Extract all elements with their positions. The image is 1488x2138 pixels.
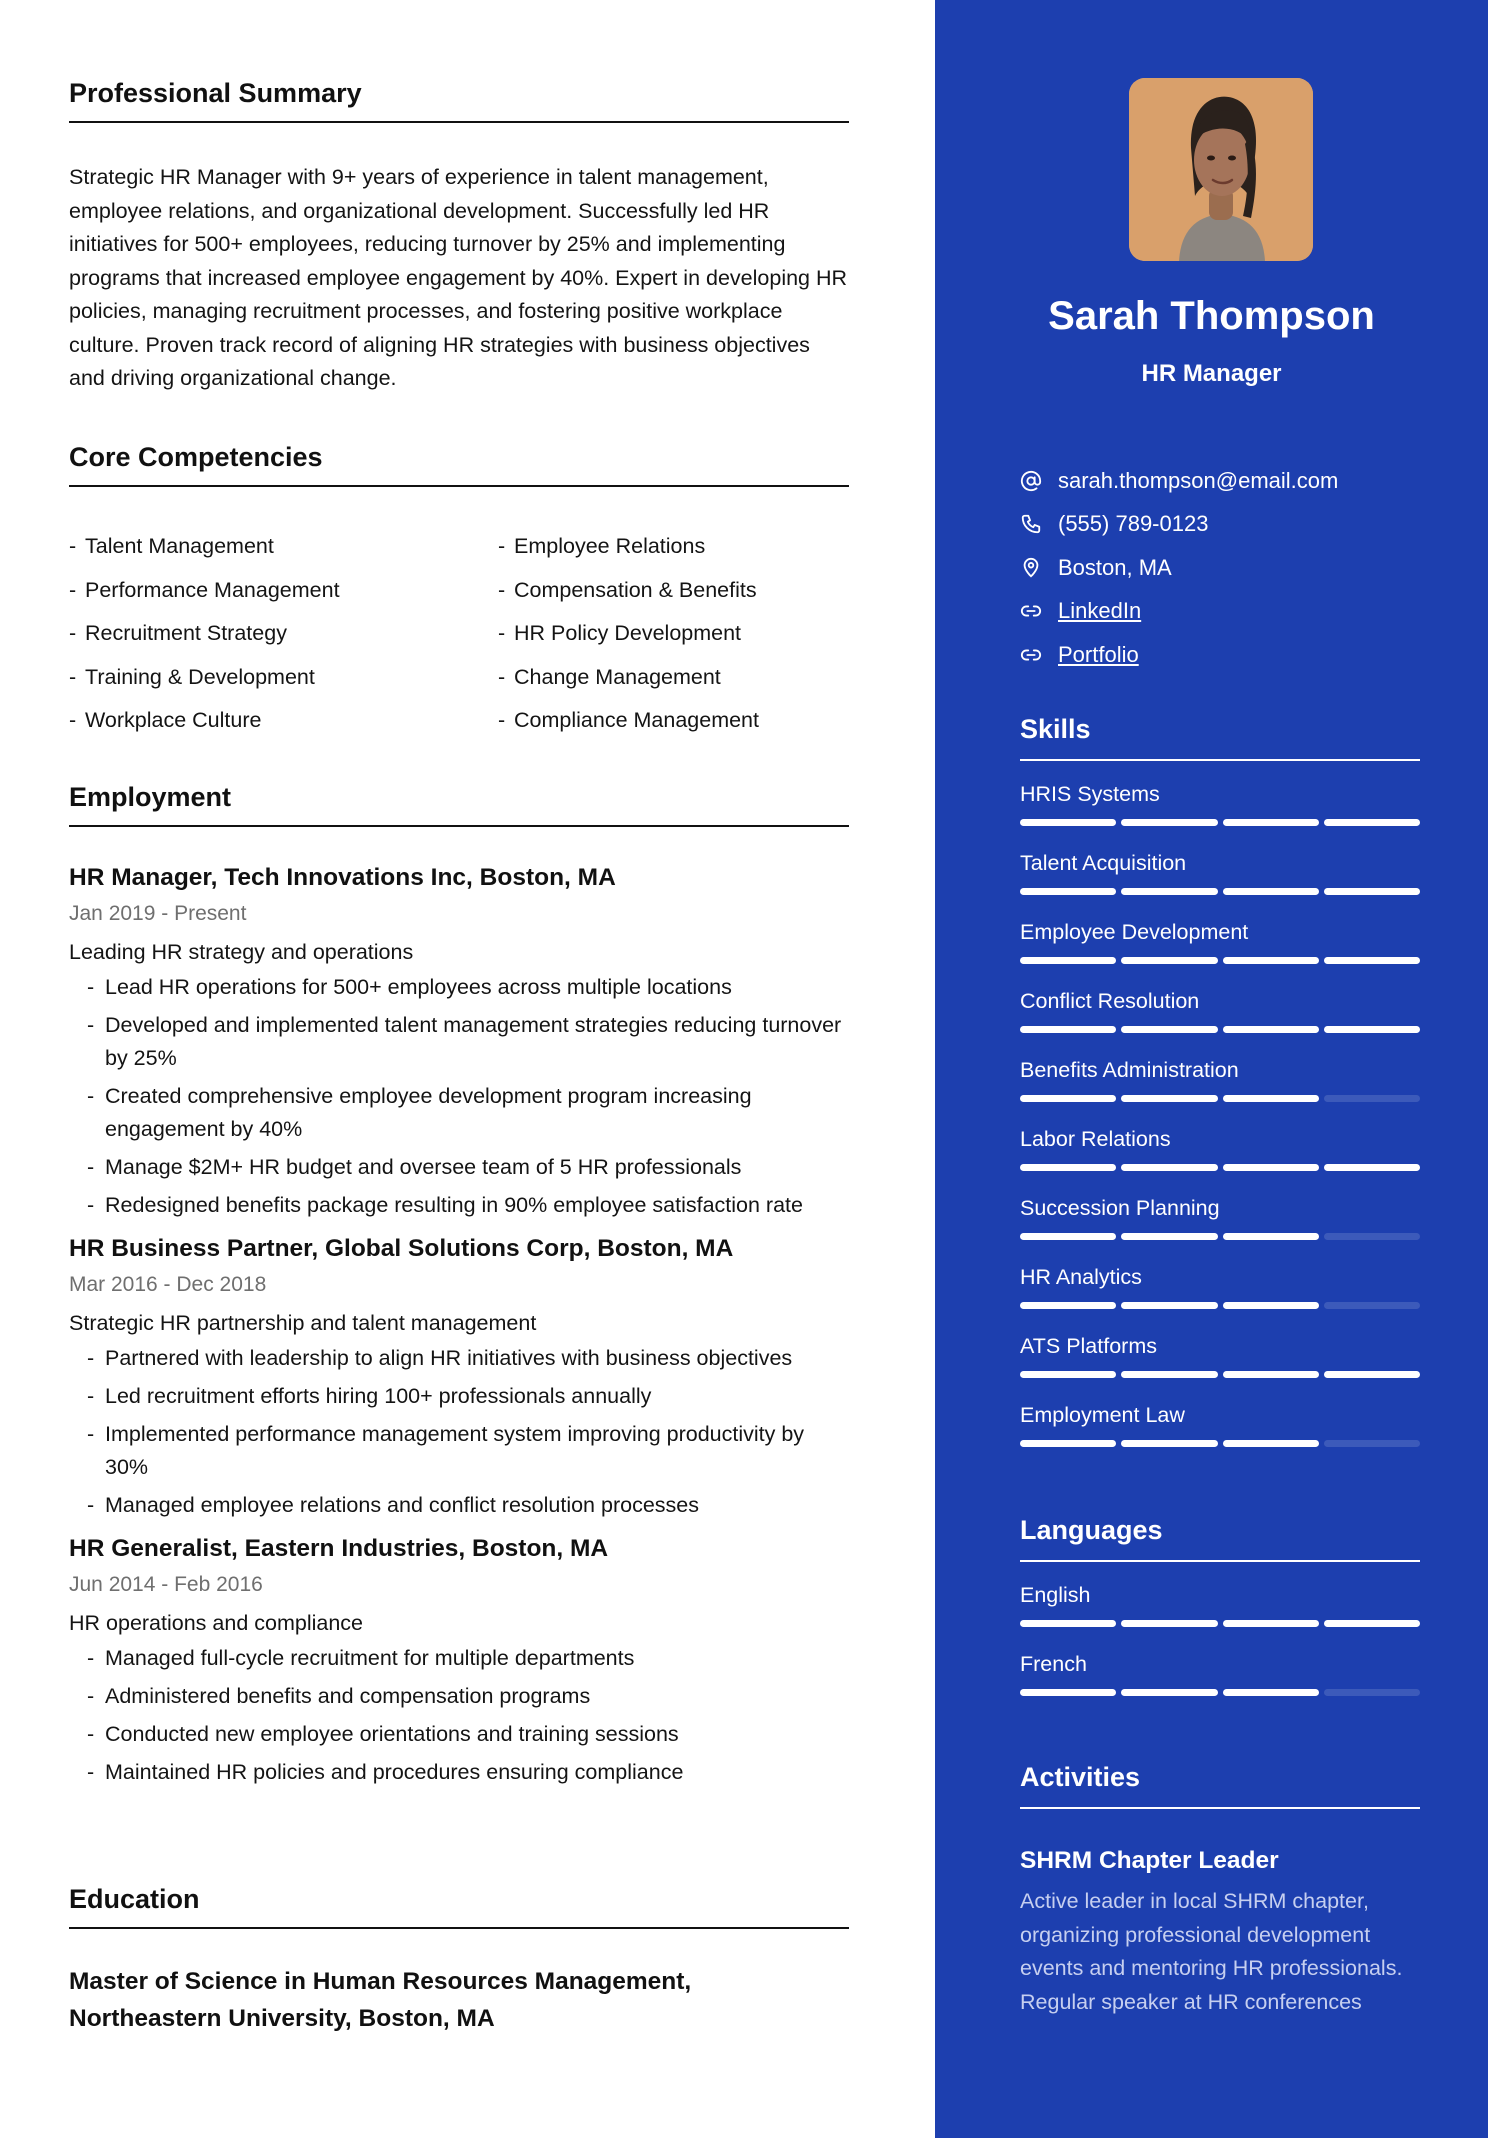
rating-name: Succession Planning bbox=[1020, 1196, 1220, 1220]
job-bullet: - Led recruitment efforts hiring 100+ professionals annually bbox=[87, 1380, 849, 1413]
rating-item bbox=[1020, 1252, 1420, 1321]
job-entry bbox=[69, 861, 849, 1222]
rating-segment-filled bbox=[1223, 1620, 1319, 1627]
rating-segment-filled bbox=[1121, 1095, 1217, 1102]
rating-bar bbox=[1020, 888, 1420, 895]
rating-segment-filled bbox=[1020, 1440, 1116, 1447]
rating-segment-filled bbox=[1223, 1689, 1319, 1696]
rating-bar bbox=[1020, 1302, 1420, 1309]
rating-segment-filled bbox=[1121, 1164, 1217, 1171]
profile-title: HR Manager bbox=[1141, 360, 1282, 387]
job-bullets bbox=[69, 971, 849, 1222]
rating-segment-empty bbox=[1324, 1302, 1420, 1309]
rating-segment-filled bbox=[1020, 1164, 1116, 1171]
rating-name: Employee Development bbox=[1020, 920, 1249, 944]
rating-name: HRIS Systems bbox=[1020, 782, 1160, 806]
rating-name: English bbox=[1020, 1583, 1091, 1607]
rating-bar bbox=[1020, 1689, 1420, 1696]
rating-segment-filled bbox=[1020, 1620, 1116, 1627]
job-entry bbox=[69, 1532, 849, 1789]
activity-description: Active leader in local SHRM chapter, organizing professional development events and mentoring HR professionals. Regular speaker at HR conferences bbox=[1020, 1889, 1403, 2014]
rating-name: Talent Acquisition bbox=[1020, 851, 1187, 875]
phone-icon bbox=[1020, 513, 1058, 535]
rating-name: ATS Platforms bbox=[1020, 1334, 1157, 1358]
skills-section bbox=[1020, 714, 1420, 1459]
rating-name: Labor Relations bbox=[1020, 1127, 1171, 1151]
rating-segment-filled bbox=[1020, 1233, 1116, 1240]
rating-item bbox=[1020, 1045, 1420, 1114]
rating-segment-filled bbox=[1121, 1620, 1217, 1627]
profile-photo bbox=[1129, 78, 1313, 261]
education-degree: Master of Science in Human Resources Management, Northeastern University, Boston, MA bbox=[69, 1968, 692, 2032]
section-heading: Education bbox=[69, 1884, 849, 1929]
job-entry bbox=[69, 1232, 849, 1522]
job-bullet: - Administered benefits and compensation programs bbox=[87, 1680, 849, 1713]
rating-segment-filled bbox=[1020, 957, 1116, 964]
rating-segment-filled bbox=[1121, 819, 1217, 826]
job-bullet: - Managed employee relations and conflict resolution processes bbox=[87, 1489, 849, 1522]
rating-segment-filled bbox=[1223, 1026, 1319, 1033]
rating-name: French bbox=[1020, 1652, 1087, 1676]
rating-segment-filled bbox=[1223, 1440, 1319, 1447]
contact-location: Boston, MA bbox=[1020, 546, 1420, 590]
rating-segment-filled bbox=[1324, 1371, 1420, 1378]
competency-item: - Talent Management bbox=[69, 534, 274, 558]
rating-segment-empty bbox=[1324, 1233, 1420, 1240]
portfolio-link[interactable]: Portfolio bbox=[1058, 641, 1139, 667]
rating-segment-filled bbox=[1121, 1026, 1217, 1033]
rating-item bbox=[1020, 1390, 1420, 1459]
rating-segment-filled bbox=[1324, 1620, 1420, 1627]
rating-segment-empty bbox=[1324, 1689, 1420, 1696]
job-bullets bbox=[69, 1342, 849, 1522]
job-title: HR Business Partner, Global Solutions Corp, Boston, MA bbox=[69, 1235, 734, 1262]
rating-item bbox=[1020, 769, 1420, 838]
rating-segment-filled bbox=[1324, 957, 1420, 964]
section-heading: Core Competencies bbox=[69, 442, 849, 487]
rating-segment-filled bbox=[1020, 1371, 1116, 1378]
rating-segment-filled bbox=[1223, 1371, 1319, 1378]
rating-segment-filled bbox=[1121, 1371, 1217, 1378]
link-icon bbox=[1020, 600, 1058, 622]
portrait-illustration bbox=[1129, 78, 1313, 261]
rating-segment-filled bbox=[1020, 1095, 1116, 1102]
languages-section bbox=[1020, 1515, 1420, 1708]
job-bullet: - Managed full-cycle recruitment for multiple departments bbox=[87, 1642, 849, 1675]
rating-segment-filled bbox=[1020, 1302, 1116, 1309]
contact-portfolio[interactable] bbox=[1020, 633, 1420, 677]
rating-item bbox=[1020, 1114, 1420, 1183]
rating-item bbox=[1020, 1570, 1420, 1639]
rating-item bbox=[1020, 1183, 1420, 1252]
job-dates: Mar 2016 - Dec 2018 bbox=[69, 1273, 267, 1296]
rating-bar bbox=[1020, 1620, 1420, 1627]
rating-segment-filled bbox=[1223, 819, 1319, 826]
job-title: HR Manager, Tech Innovations Inc, Boston, MA bbox=[69, 864, 616, 891]
employment-section bbox=[69, 782, 849, 1794]
rating-bar bbox=[1020, 957, 1420, 964]
rating-segment-filled bbox=[1121, 888, 1217, 895]
competency-item: - Employee Relations bbox=[498, 534, 706, 558]
rating-segment-filled bbox=[1223, 1233, 1319, 1240]
rating-segment-filled bbox=[1121, 1302, 1217, 1309]
contact-email: sarah.thompson@email.com bbox=[1020, 459, 1420, 503]
rating-segment-empty bbox=[1324, 1095, 1420, 1102]
competency-item: - Compensation & Benefits bbox=[498, 577, 757, 602]
rating-segment-filled bbox=[1223, 888, 1319, 895]
job-bullets bbox=[69, 1642, 849, 1789]
rating-segment-filled bbox=[1020, 1689, 1116, 1696]
rating-bar bbox=[1020, 1026, 1420, 1033]
contact-phone: (555) 789-0123 bbox=[1020, 503, 1420, 547]
rating-item bbox=[1020, 976, 1420, 1045]
rating-name: HR Analytics bbox=[1020, 1265, 1142, 1289]
job-role: Leading HR strategy and operations bbox=[69, 940, 414, 964]
rating-bar bbox=[1020, 1440, 1420, 1447]
job-bullet: - Manage $2M+ HR budget and oversee team of 5 HR professionals bbox=[87, 1151, 849, 1184]
competency-item: - Recruitment Strategy bbox=[69, 621, 287, 645]
job-title: HR Generalist, Eastern Industries, Boston, MA bbox=[69, 1535, 609, 1562]
rating-segment-empty bbox=[1324, 1440, 1420, 1447]
profile-name: Sarah Thompson bbox=[1048, 294, 1375, 338]
rating-name: Conflict Resolution bbox=[1020, 989, 1200, 1013]
languages-list bbox=[1020, 1570, 1420, 1708]
rating-segment-filled bbox=[1121, 957, 1217, 964]
rating-segment-filled bbox=[1324, 819, 1420, 826]
linkedin-link[interactable]: LinkedIn bbox=[1058, 598, 1142, 624]
competency-item: - Change Management bbox=[498, 664, 721, 689]
rating-segment-filled bbox=[1223, 1164, 1319, 1171]
job-role: HR operations and compliance bbox=[69, 1611, 363, 1635]
job-bullet: - Maintained HR policies and procedures ensuring compliance bbox=[87, 1756, 849, 1789]
rating-segment-filled bbox=[1121, 1233, 1217, 1240]
rating-bar bbox=[1020, 1164, 1420, 1171]
rating-segment-filled bbox=[1223, 957, 1319, 964]
rating-segment-filled bbox=[1324, 888, 1420, 895]
contact-linkedin[interactable] bbox=[1020, 590, 1420, 634]
rating-bar bbox=[1020, 1095, 1420, 1102]
job-dates: Jan 2019 - Present bbox=[69, 902, 247, 925]
activities-section bbox=[1020, 1762, 1420, 2019]
job-role: Strategic HR partnership and talent management bbox=[69, 1311, 537, 1335]
job-bullet: - Redesigned benefits package resulting in 90% employee satisfaction rate bbox=[87, 1189, 849, 1222]
rating-segment-filled bbox=[1121, 1440, 1217, 1447]
competency-item: - Training & Development bbox=[69, 664, 315, 689]
rating-segment-filled bbox=[1223, 1095, 1319, 1102]
rating-segment-filled bbox=[1020, 1026, 1116, 1033]
rating-name: Employment Law bbox=[1020, 1403, 1185, 1427]
rating-bar bbox=[1020, 1371, 1420, 1378]
job-bullet: - Implemented performance management system improving productivity by 30% bbox=[87, 1418, 849, 1484]
rating-name: Benefits Administration bbox=[1020, 1058, 1239, 1082]
core-competencies-section bbox=[69, 442, 849, 743]
education-section bbox=[69, 1884, 849, 2037]
sidebar bbox=[935, 0, 1488, 2138]
rating-segment-filled bbox=[1020, 819, 1116, 826]
competency-list bbox=[69, 525, 849, 743]
competency-item: - Compliance Management bbox=[498, 708, 759, 732]
rating-segment-filled bbox=[1324, 1164, 1420, 1171]
at-icon bbox=[1020, 470, 1058, 492]
job-bullet: - Lead HR operations for 500+ employees across multiple locations bbox=[87, 971, 849, 1004]
summary-text: Strategic HR Manager with 9+ years of experience in talent management, employee relations, and organizational development. Successfully led HR initiatives for 500+ employees, reducing turnover by 25% and implementing programs that increased employee engagement by 40%. Expert in developing HR policies, managing recruitment processes, and fostering positive workplace culture. Proven track record of aligning HR strategies with business objectives and driving organizational change. bbox=[69, 165, 848, 390]
location-pin-icon bbox=[1020, 557, 1058, 579]
rating-item bbox=[1020, 838, 1420, 907]
contact-list bbox=[1020, 459, 1420, 677]
rating-segment-filled bbox=[1223, 1302, 1319, 1309]
rating-item bbox=[1020, 907, 1420, 976]
rating-segment-filled bbox=[1324, 1026, 1420, 1033]
job-dates: Jun 2014 - Feb 2016 bbox=[69, 1573, 263, 1596]
job-bullet: - Developed and implemented talent management strategies reducing turnover by 25% bbox=[87, 1009, 849, 1075]
section-heading: Skills bbox=[1020, 714, 1420, 761]
competency-item: - Performance Management bbox=[69, 577, 340, 602]
competency-item: - HR Policy Development bbox=[498, 621, 742, 645]
rating-bar bbox=[1020, 1233, 1420, 1240]
rating-item bbox=[1020, 1639, 1420, 1708]
competency-item: - Workplace Culture bbox=[69, 708, 262, 732]
rating-item bbox=[1020, 1321, 1420, 1390]
section-heading: Languages bbox=[1020, 1515, 1420, 1562]
job-bullet: - Partnered with leadership to align HR initiatives with business objectives bbox=[87, 1342, 849, 1375]
link-icon bbox=[1020, 644, 1058, 666]
rating-segment-filled bbox=[1121, 1689, 1217, 1696]
skills-list bbox=[1020, 769, 1420, 1459]
activity-title: SHRM Chapter Leader bbox=[1020, 1847, 1279, 1874]
professional-summary-section bbox=[69, 78, 849, 396]
job-bullet: - Conducted new employee orientations and training sessions bbox=[87, 1718, 849, 1751]
section-heading: Activities bbox=[1020, 1762, 1420, 1809]
rating-segment-filled bbox=[1020, 888, 1116, 895]
section-heading: Professional Summary bbox=[69, 78, 849, 123]
job-bullet: - Created comprehensive employee development program increasing engagement by 40% bbox=[87, 1080, 849, 1146]
section-heading: Employment bbox=[69, 782, 849, 827]
rating-bar bbox=[1020, 819, 1420, 826]
